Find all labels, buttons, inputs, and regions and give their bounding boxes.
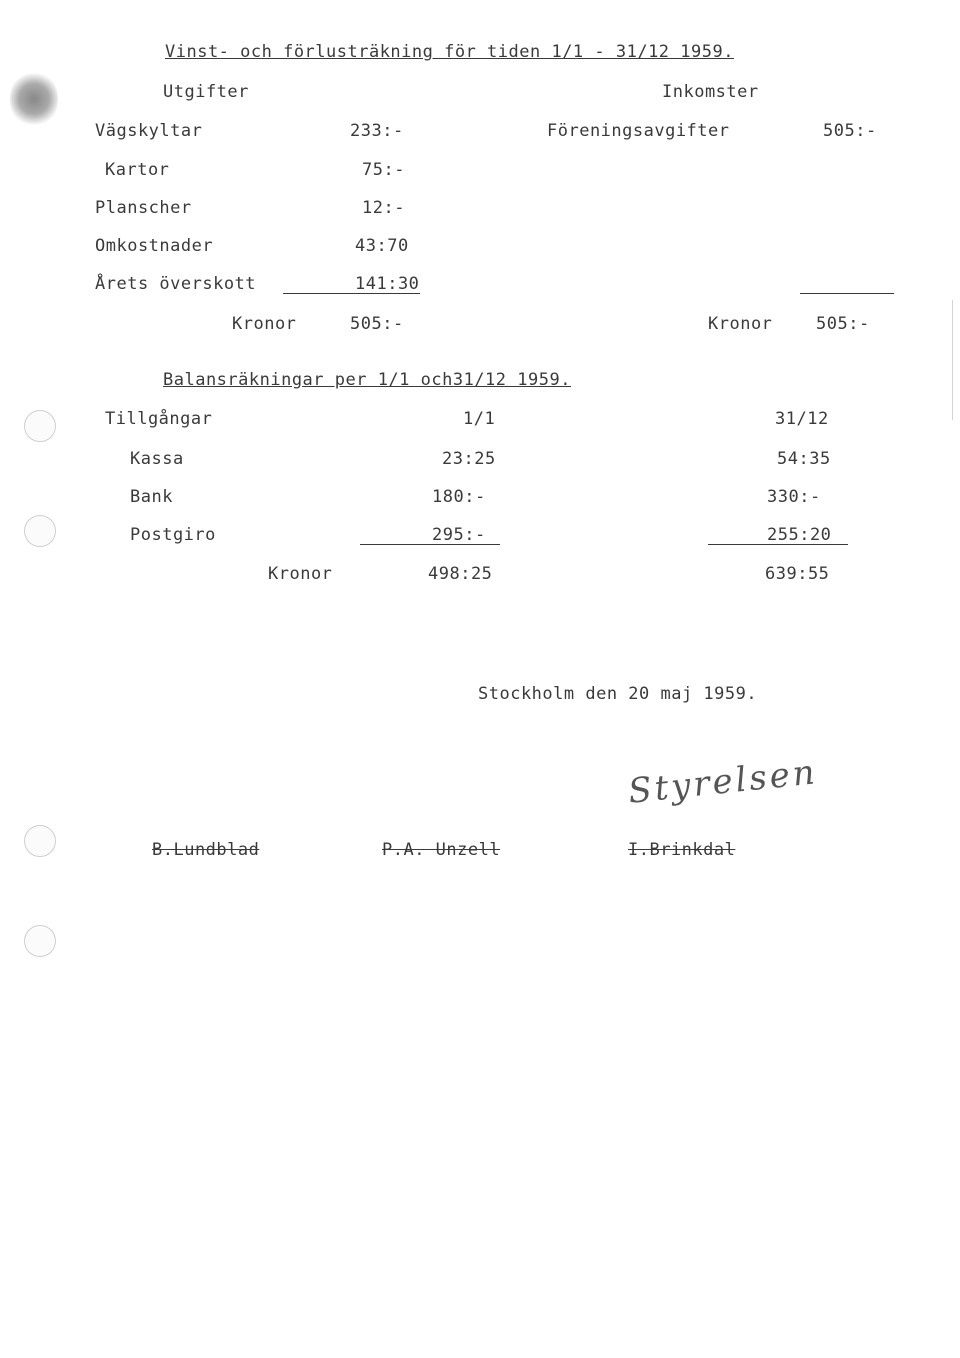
income-amount: 505:-: [823, 121, 877, 141]
col1-header: 1/1: [463, 409, 496, 429]
asset-value-1: 180:-: [432, 487, 486, 507]
document-title: Vinst- och förlusträkning för tiden 1/1 - 31/12 1959.: [165, 42, 734, 62]
income-header: Inkomster: [662, 82, 759, 102]
expense-label: Planscher: [95, 198, 192, 218]
col2-header: 31/12: [775, 409, 829, 429]
income-label: Föreningsavgifter: [547, 121, 730, 141]
balance-total-2: 639:55: [765, 564, 830, 584]
punch-hole: [24, 925, 56, 957]
expense-label: Omkostnader: [95, 236, 214, 256]
place-date: Stockholm den 20 maj 1959.: [478, 684, 758, 704]
asset-value-2: 255:20: [767, 525, 832, 545]
expense-amount: 75:-: [362, 160, 405, 180]
punch-hole: [24, 410, 56, 442]
asset-value-2: 54:35: [777, 449, 831, 469]
balance-title: Balansräkningar per 1/1 och31/12 1959.: [163, 370, 571, 390]
underline-rule: [360, 544, 500, 545]
asset-value-2: 330:-: [767, 487, 821, 507]
expenses-header: Utgifter: [163, 82, 249, 102]
handwritten-signature: Styrelsen: [626, 752, 820, 812]
asset-value-1: 23:25: [442, 449, 496, 469]
signatory: I.Brinkdal: [628, 840, 736, 860]
expense-amount: 12:-: [362, 198, 405, 218]
income-total: 505:-: [816, 314, 870, 334]
signatory: P.A. Unzell: [382, 840, 501, 860]
punch-hole: [24, 825, 56, 857]
asset-label: Bank: [130, 487, 173, 507]
underline-rule: [283, 293, 420, 294]
expense-amount: 233:-: [350, 121, 404, 141]
expenses-total: 505:-: [350, 314, 404, 334]
ink-smudge: [10, 70, 58, 128]
underline-rule: [708, 544, 848, 545]
expense-label: Vägskyltar: [95, 121, 203, 141]
expense-amount: 141:30: [355, 274, 420, 294]
balance-total-1: 498:25: [428, 564, 493, 584]
expense-label: Kartor: [105, 160, 170, 180]
assets-header: Tillgångar: [105, 409, 213, 429]
expenses-total-label: Kronor: [232, 314, 297, 334]
underline-rule: [800, 293, 894, 294]
expense-label: Årets överskott: [95, 274, 257, 294]
signatory: B.Lundblad: [152, 840, 260, 860]
asset-label: Postgiro: [130, 525, 216, 545]
asset-label: Kassa: [130, 449, 184, 469]
balance-total-label: Kronor: [268, 564, 333, 584]
income-total-label: Kronor: [708, 314, 773, 334]
expense-amount: 43:70: [355, 236, 409, 256]
punch-hole: [24, 515, 56, 547]
page-edge-right: [952, 300, 953, 420]
asset-value-1: 295:-: [432, 525, 486, 545]
